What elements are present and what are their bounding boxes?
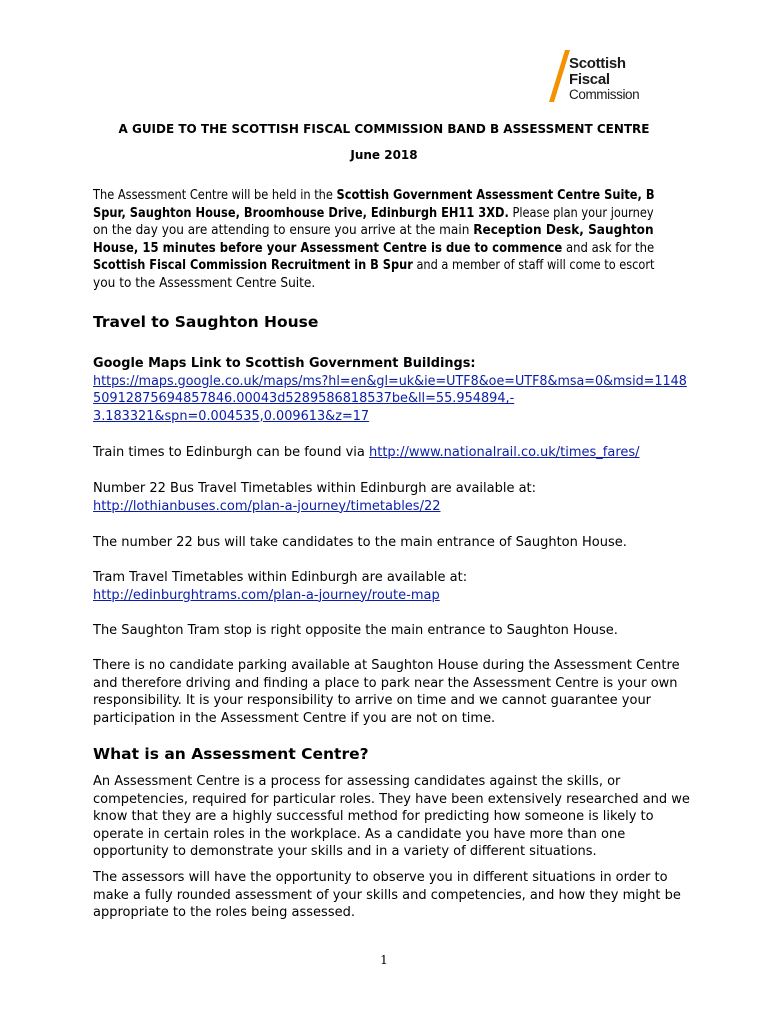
google-maps-link-cont[interactable]: 50912875694857846.00043d5289586818537be&ll=55.954894,- bbox=[93, 391, 515, 407]
logo-line-commission: Commission bbox=[569, 87, 640, 102]
scottish-fiscal-commission-logo bbox=[548, 46, 652, 104]
google-maps-label: Google Maps Link to Scottish Government Buildings: bbox=[93, 356, 476, 371]
bus-note: The number 22 bus will take candidates to the main entrance of Saughton House. bbox=[93, 535, 627, 550]
bus-paragraph: Number 22 Bus Travel Timetables within Edinburgh are available at: http://lothianbuses.com/plan-a-journey/timetables/22 bbox=[93, 480, 693, 515]
logo-line-fiscal: Fiscal bbox=[569, 71, 610, 88]
tram-paragraph: Tram Travel Timetables within Edinburgh are available at: http://edinburghtrams.com/plan-a-journey/route-map bbox=[93, 569, 693, 604]
tram-note: The Saughton Tram stop is right opposite the main entrance to Saughton House. bbox=[93, 623, 618, 638]
intro-paragraph: The Assessment Centre will be held in the Scottish Government Assessment Centre Suite, B Spur, Saughton House, Broomhouse Drive, Edinburgh EH11 3XD. Please plan your journey on the day you are attending to ensure you arrive at the main Reception Desk, Saughton House, 15 minutes before your Assessment Centre is due to commence and ask for the Scottish Fiscal Commission Recruitment in B Spur and a member of staff will come to escort you to the Assessment Centre Suite. bbox=[93, 188, 655, 291]
assessment-centre-heading: What is an Assessment Centre? bbox=[93, 745, 369, 763]
google-maps-link[interactable]: https://maps.google.co.uk/maps/ms?hl=en&gl=uk&ie=UTF8&oe=UTF8&msa=0&msid=1148 bbox=[93, 373, 687, 389]
parking-paragraph: There is no candidate parking available at Saughton House during the Assessment Centre and therefore driving and finding a place to park near the Assessment Centre is your own responsibility. It is your responsibility to arrive on time and we cannot guarantee your participation in the Assessment Centre if you are not on time. bbox=[93, 658, 680, 726]
lothian-buses-link[interactable]: http://lothianbuses.com/plan-a-journey/timetables/22 bbox=[93, 498, 441, 514]
assessment-centre-paragraph-1: An Assessment Centre is a process for assessing candidates against the skills, or competencies, required for particular roles. They have been extensively researched and we know that they are a highly successful method for predicting how someone is likely to operate in certain roles in the workplace. As a candidate you have more than one opportunity to demonstrate your skills and in a variety of different situations. bbox=[93, 774, 690, 860]
travel-heading: Travel to Saughton House bbox=[93, 313, 319, 331]
national-rail-link[interactable]: http://www.nationalrail.co.uk/times_fares/ bbox=[369, 445, 640, 460]
google-maps-section bbox=[93, 355, 687, 425]
google-maps-link-end[interactable]: 3.183321&spn=0.004535,0.009613&z=17 bbox=[93, 408, 370, 424]
train-paragraph: Train times to Edinburgh can be found via http://www.nationalrail.co.uk/times_fares/ bbox=[93, 445, 640, 460]
document-date: June 2018 bbox=[350, 148, 418, 162]
page-number: 1 bbox=[380, 953, 388, 967]
assessment-centre-paragraph-2: The assessors will have the opportunity to observe you in different situations in order to make a fully rounded assessment of your skills and competencies, and how they might be appropriate to the roles being assessed. bbox=[93, 870, 681, 921]
logo-line-scottish: Scottish bbox=[569, 55, 626, 72]
edinburgh-trams-link[interactable]: http://edinburghtrams.com/plan-a-journey/route-map bbox=[93, 587, 440, 603]
document-title: A GUIDE TO THE SCOTTISH FISCAL COMMISSION BAND B ASSESSMENT CENTRE bbox=[118, 122, 650, 136]
